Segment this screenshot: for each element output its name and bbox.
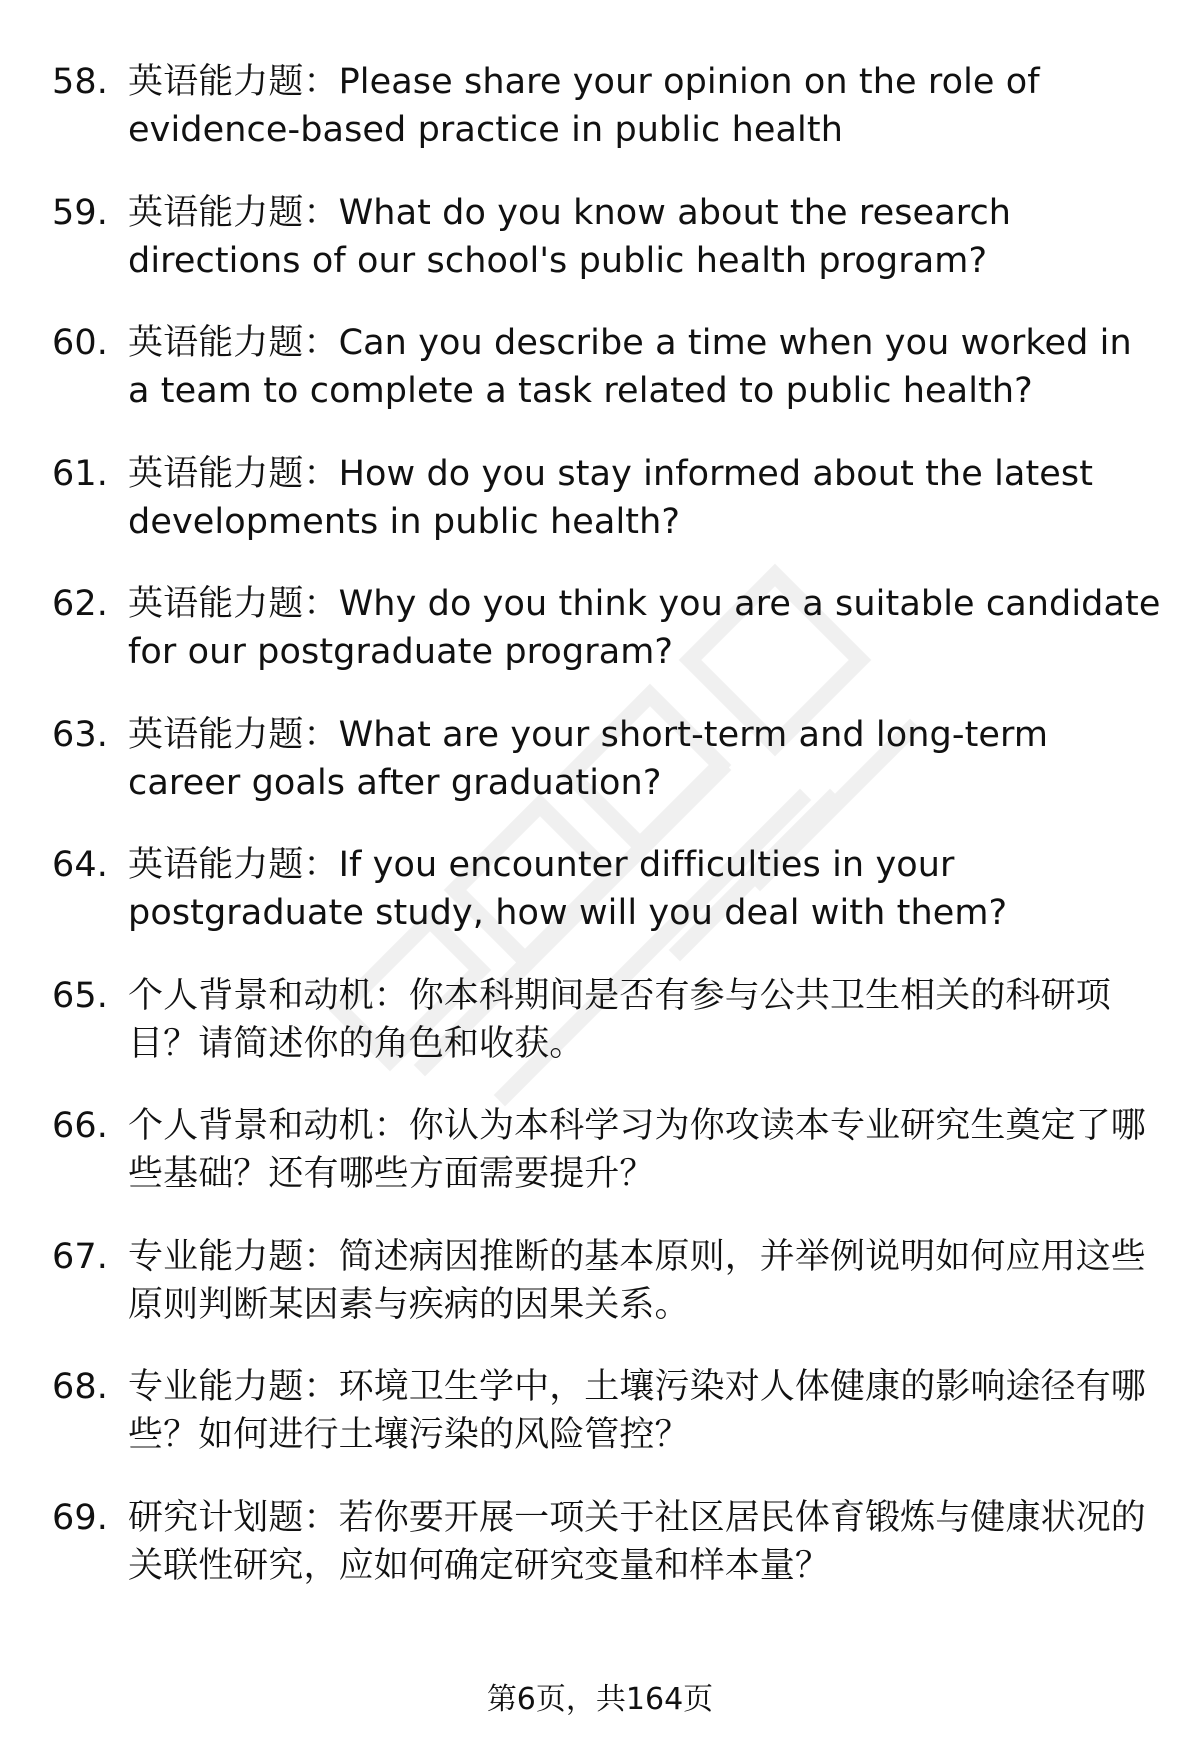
question-text: 个人背景和动机：你认为本科学习为你攻读本专业研究生奠定了哪些基础？还有哪些方面需要提升？ [128,1106,1146,1194]
question-item [52,450,1162,546]
question-text: 英语能力题：If you encounter difficulties in your postgraduate study, how will you deal with them? [128,845,1008,933]
question-number: 69. [52,1497,108,1538]
question-text: 个人背景和动机：你本科期间是否有参与公共卫生相关的科研项目？请简述你的角色和收获。 [128,975,1111,1064]
question-number: 62. [52,584,108,624]
question-item [52,841,1162,937]
question-text: 英语能力题：How do you stay informed about the latest developments in public health? [128,453,1094,542]
question-item [52,189,1162,285]
question-text: 研究计划题：若你要开展一项关于社区居民体育锻炼与健康状况的关联性研究，应如何确定研究变量和样本量？ [128,1497,1146,1586]
question-number: 63. [52,714,108,755]
question-text: 英语能力题：What do you know about the research directions of our school's public health program? [128,192,1012,281]
page-number-footer: 第6页，共164页 [486,1682,714,1717]
question-number: 60. [52,323,108,363]
question-item [52,972,1162,1068]
question-number: 64. [52,845,108,885]
question-item [52,319,1162,415]
question-text: 英语能力题：Why do you think you are a suitable candidate for our postgraduate program? [128,584,1161,672]
question-text: 专业能力题：简述病因推断的基本原则，并举例说明如何应用这些原则判断某因素与疾病的因果关系。 [128,1236,1146,1325]
question-item [52,580,1162,676]
question-number: 59. [52,192,108,233]
question-item [52,711,1162,807]
question-text: 英语能力题：Can you describe a time when you worked in a team to complete a task related to public health? [128,323,1132,411]
question-item [52,58,1162,154]
question-number: 65. [52,975,108,1016]
question-text: 英语能力题：Please share your opinion on the role of evidence-based practice in public health [128,62,1040,150]
question-text: 专业能力题：环境卫生学中，土壤污染对人体健康的影响途径有哪些？如何进行土壤污染的风险管控？ [128,1367,1146,1455]
question-number: 66. [52,1106,108,1146]
interview-question-list [52,58,1162,1624]
question-number: 58. [52,62,108,102]
question-number: 61. [52,453,108,494]
question-item [52,1363,1162,1459]
question-text: 英语能力题：What are your short-term and long-term career goals after graduation? [128,714,1049,803]
question-number: 68. [52,1367,108,1407]
question-item [52,1233,1162,1329]
question-item [52,1494,1162,1590]
question-item [52,1102,1162,1198]
question-number: 67. [52,1236,108,1277]
